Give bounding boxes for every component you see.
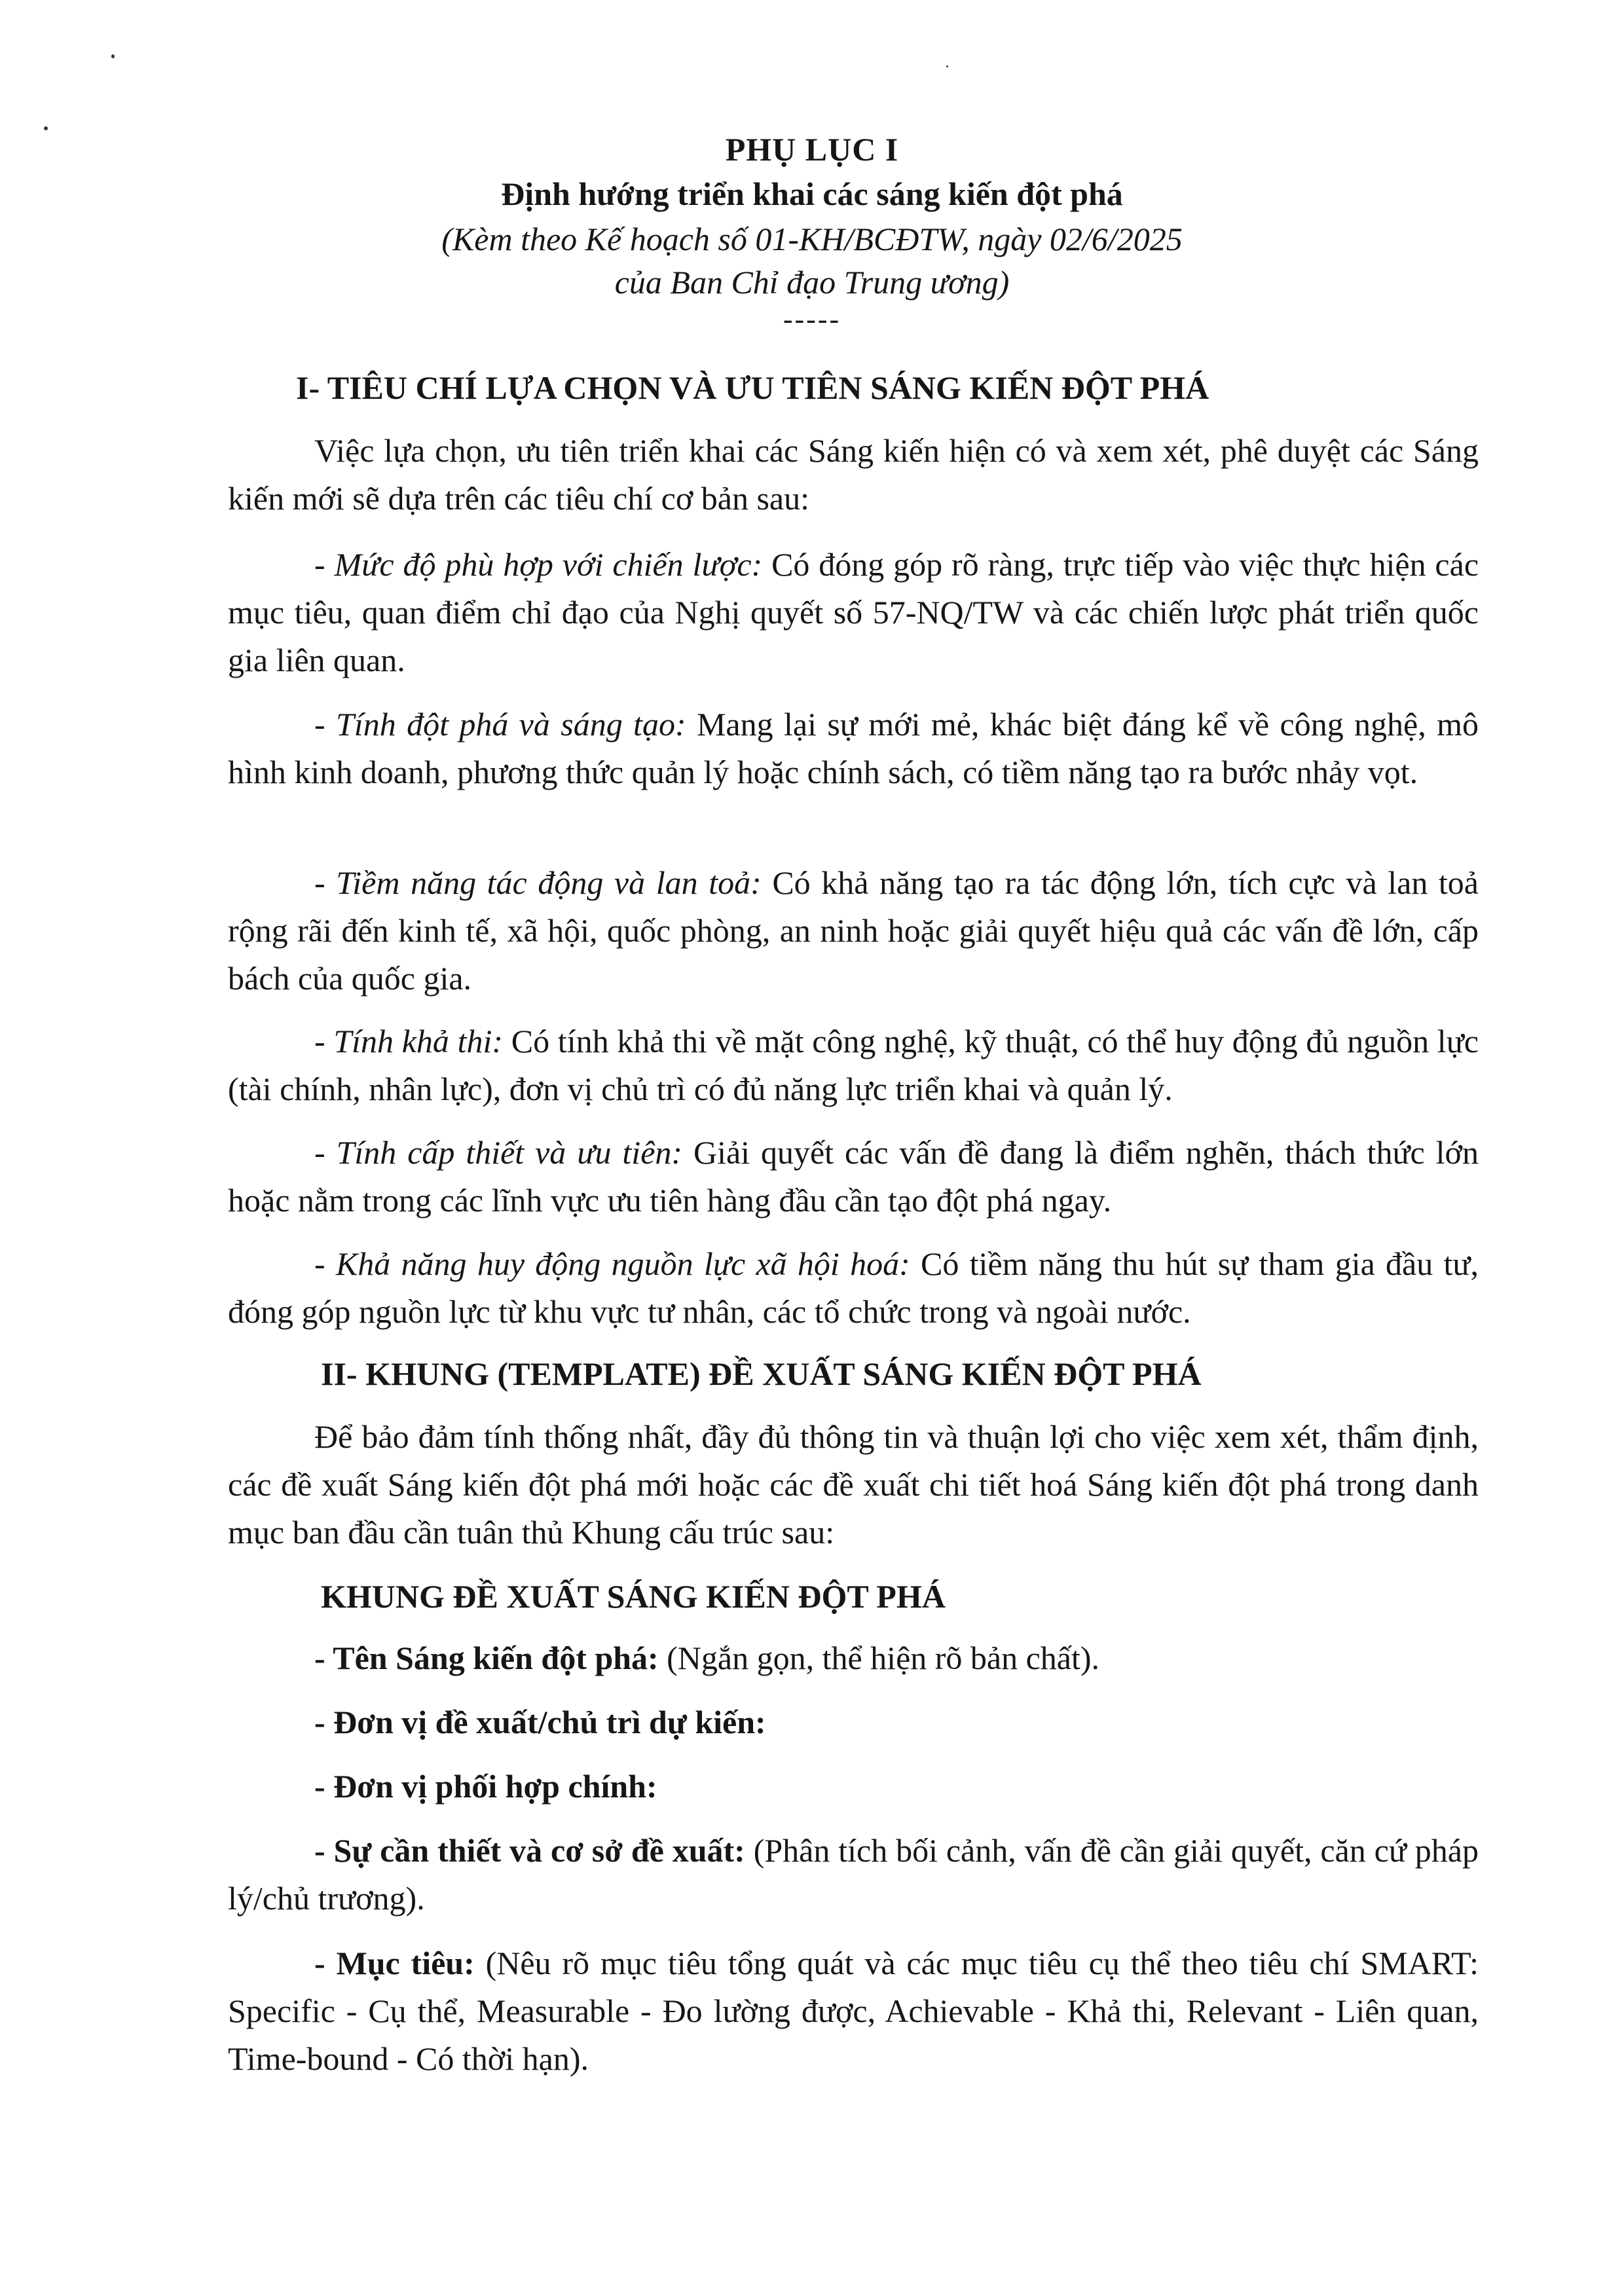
document-title: Định hướng triển khai các sáng kiến đột phá [501, 175, 1123, 212]
attachment-line-2: của Ban Chỉ đạo Trung ương) [614, 264, 1010, 301]
criterion-impact [228, 859, 1479, 1002]
section-2-heading: II- KHUNG (TEMPLATE) ĐỀ XUẤT SÁNG KIẾN ĐỘT PHÁ [321, 1355, 1202, 1392]
field-partner-unit [228, 1763, 1479, 1810]
criterion-socialization-label: - Khả năng huy động nguồn lực xã hội hoá: [314, 1245, 910, 1282]
section-1-heading: I- TIÊU CHÍ LỰA CHỌN VÀ ƯU TIÊN SÁNG KIẾN ĐỘT PHÁ [296, 369, 1209, 406]
criterion-breakthrough-text: Mang lại sự mới mẻ, khác biệt đáng kể về công nghệ, mô hình kinh doanh, phương thức quản lý hoặc chính sách, có tiềm năng tạo ra bước nhảy vọt. [228, 706, 1479, 790]
scan-speck [946, 65, 948, 67]
field-partner-unit-label: - Đơn vị phối hợp chính: [314, 1768, 657, 1805]
criterion-feasibility [228, 1018, 1479, 1113]
criterion-strategy [228, 541, 1479, 684]
section-1-intro-text: Việc lựa chọn, ưu tiên triển khai các Sáng kiến hiện có và xem xét, phê duyệt các Sáng kiến mới sẽ dựa trên các tiêu chí cơ bản sau: [228, 432, 1479, 517]
criterion-urgency-label: - Tính cấp thiết và ưu tiên: [314, 1134, 683, 1171]
criterion-strategy-text: Có đóng góp rõ ràng, trực tiếp vào việc thực hiện các mục tiêu, quan điểm chỉ đạo của Nghị quyết số 57-NQ/TW và các chiến lược phát triển quốc gia liên quan. [228, 546, 1479, 678]
field-objectives-text: (Nêu rõ mục tiêu tổng quát và các mục tiêu cụ thể theo tiêu chí SMART: Specific - Cụ thể, Measurable - Đo lường được, Achievable - Khả thi, Relevant - Liên quan, Time-bound - Có thời hạn). [228, 1945, 1479, 2077]
field-objectives [228, 1939, 1479, 2083]
criterion-strategy-label: - Mức độ phù hợp với chiến lược: [314, 546, 763, 583]
field-necessity [228, 1827, 1479, 1922]
attachment-line-1: (Kèm theo Kế hoạch số 01-KH/BCĐTW, ngày 02/6/2025 [441, 221, 1183, 257]
criterion-breakthrough [228, 701, 1479, 796]
field-lead-unit-label: - Đơn vị đề xuất/chủ trì dự kiến: [314, 1704, 766, 1740]
section-2-intro-text: Để bảo đảm tính thống nhất, đầy đủ thông tin và thuận lợi cho việc xem xét, thẩm định, các đề xuất Sáng kiến đột phá mới hoặc các đề xuất chi tiết hoá Sáng kiến đột phá trong danh mục ban đầu cần tuân thủ Khung cấu trúc sau: [228, 1418, 1479, 1551]
section-2-intro [228, 1413, 1479, 1556]
criterion-breakthrough-label: - Tính đột phá và sáng tạo: [314, 706, 686, 743]
criterion-feasibility-text: Có tính khả thi về mặt công nghệ, kỹ thuật, có thể huy động đủ nguồn lực (tài chính, nhân lực), đơn vị chủ trì có đủ năng lực triển khai và quản lý. [228, 1023, 1479, 1107]
criterion-socialization [228, 1240, 1479, 1336]
field-necessity-text: (Phân tích bối cảnh, vấn đề cần giải quyết, căn cứ pháp lý/chủ trương). [228, 1832, 1479, 1917]
criterion-urgency [228, 1129, 1479, 1224]
field-lead-unit [228, 1698, 1479, 1746]
field-name-text: (Ngắn gọn, thể hiện rõ bản chất). [658, 1640, 1100, 1676]
criterion-urgency-text: Giải quyết các vấn đề đang là điểm nghẽn, thách thức lớn hoặc nằm trong các lĩnh vực ưu tiên hàng đầu cần tạo đột phá ngay. [228, 1134, 1479, 1219]
field-objectives-label: - Mục tiêu: [314, 1945, 475, 1981]
criterion-feasibility-label: - Tính khả thi: [314, 1023, 504, 1059]
field-necessity-label: - Sự cần thiết và cơ sở đề xuất: [314, 1832, 745, 1869]
header-divider: ----- [783, 303, 841, 335]
frame-heading: KHUNG ĐỀ XUẤT SÁNG KIẾN ĐỘT PHÁ [321, 1578, 946, 1615]
field-name-label: - Tên Sáng kiến đột phá: [314, 1640, 659, 1676]
criterion-impact-text: Có khả năng tạo ra tác động lớn, tích cực và lan toả rộng rãi đến kinh tế, xã hội, quốc phòng, an ninh hoặc giải quyết hiệu quả các vấn đề lớn, cấp bách của quốc gia. [228, 864, 1479, 997]
criterion-impact-label: - Tiềm năng tác động và lan toả: [314, 864, 762, 901]
criterion-socialization-text: Có tiềm năng thu hút sự tham gia đầu tư, đóng góp nguồn lực từ khu vực tư nhân, các tổ chức trong và ngoài nước. [228, 1245, 1479, 1330]
scan-speck [111, 54, 115, 58]
field-name [228, 1634, 1479, 1682]
section-1-intro [228, 427, 1479, 523]
appendix-title: PHỤ LỤC I [725, 131, 899, 168]
